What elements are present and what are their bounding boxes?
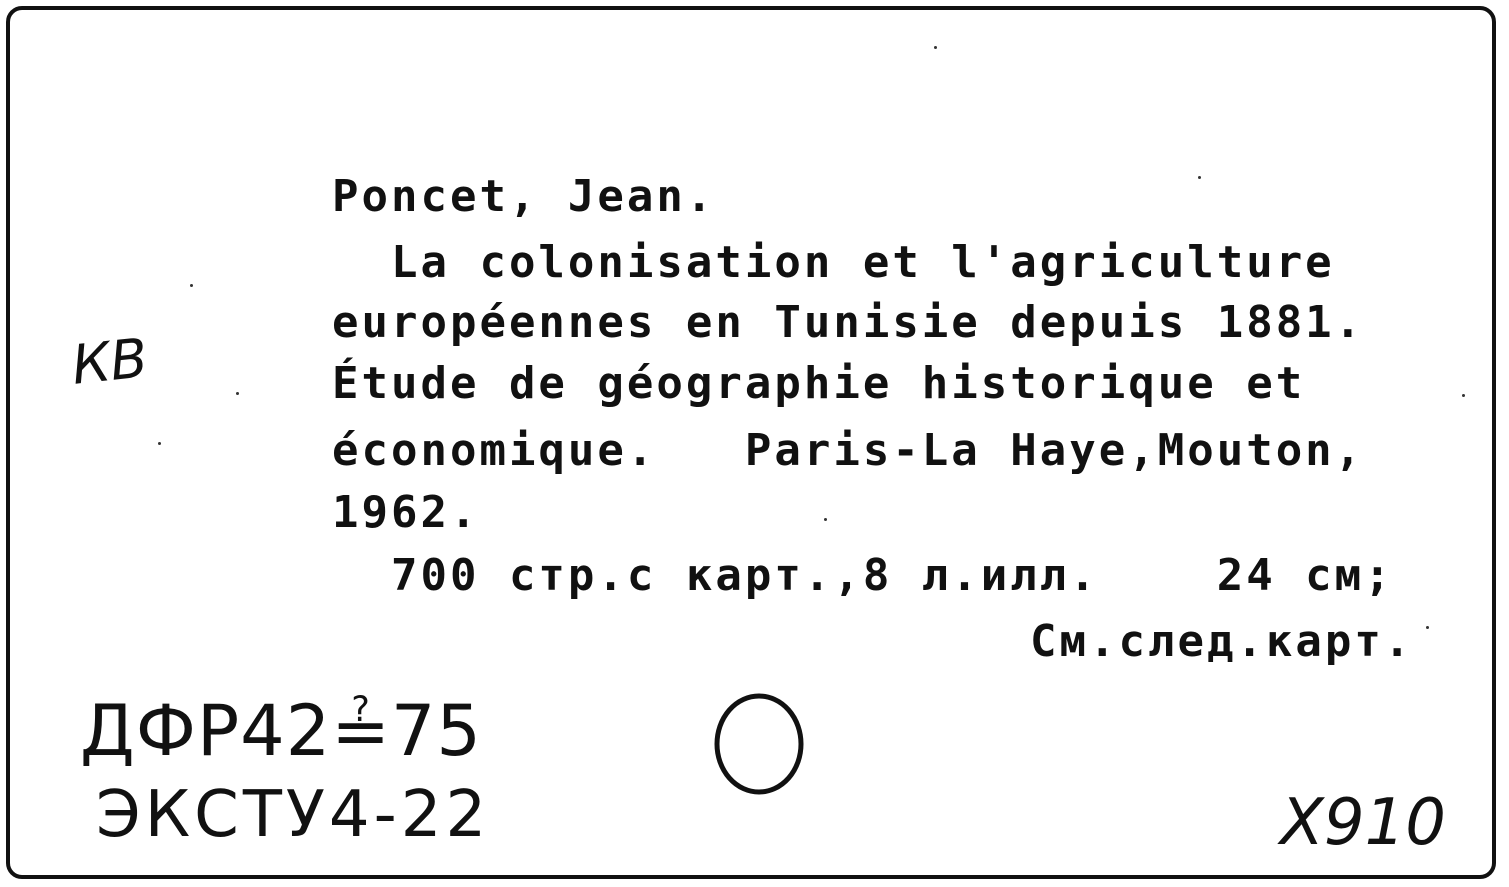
- scan-speck: [934, 46, 937, 49]
- title-line-1: La colonisation et l'agriculture: [332, 237, 1335, 288]
- author-line: Poncet, Jean.: [332, 171, 716, 222]
- scan-speck: [158, 442, 161, 445]
- scan-speck: [1426, 626, 1429, 629]
- title-line-2: européennes en Tunisie depuis 1881.: [332, 297, 1365, 348]
- handwritten-inventory-number: X910: [1280, 786, 1446, 860]
- physical-description: 700 стр.с карт.,8 л.илл. 24 см;: [332, 550, 1394, 601]
- scan-speck: [1462, 394, 1465, 397]
- title-line-4: économique. Paris-La Haye,Mouton,: [332, 425, 1365, 476]
- scan-speck: [1198, 176, 1201, 179]
- scan-speck: [236, 392, 239, 395]
- handwritten-shelf-mark-1: ДФР42≟75: [80, 690, 482, 772]
- continuation-note: См.след.карт.: [1030, 616, 1414, 667]
- scan-speck: [190, 284, 193, 287]
- title-line-3: Étude de géographie historique et: [332, 358, 1306, 409]
- handwritten-shelf-mark-2: ЭКСТУ4-22: [96, 778, 491, 852]
- handwritten-circle-mark: [706, 690, 816, 800]
- title-line-5: 1962.: [332, 487, 480, 538]
- scan-speck: [824, 518, 827, 521]
- handwritten-left-mark: КВ: [68, 326, 151, 397]
